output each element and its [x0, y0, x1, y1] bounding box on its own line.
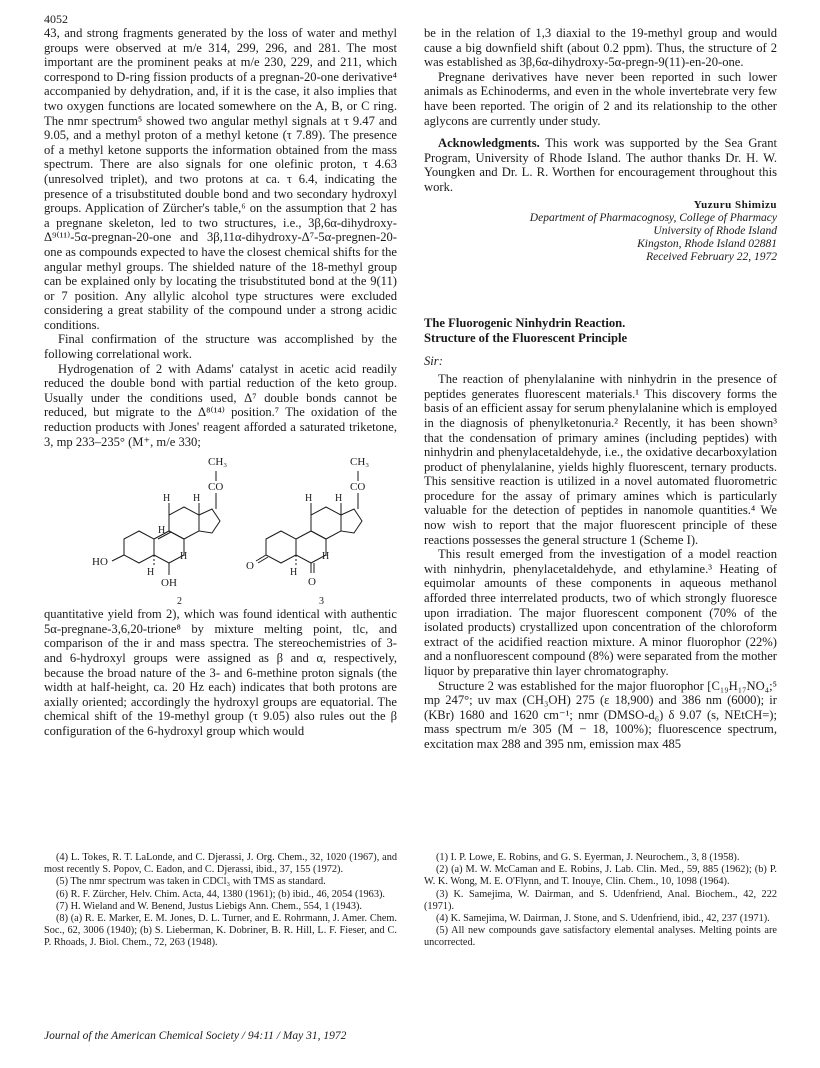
structure-3-number: 3	[319, 596, 324, 608]
steroid-structures-figure	[44, 453, 397, 608]
author-name: Yuzuru Shimizu	[693, 198, 777, 211]
right-paragraph-4: This result emerged from the investigation of a model reaction with ninhydrin, phenylacetaldehyde, and ethylamine.³ Heating of equimolar amounts of these components in aqueous methanol afforded three interrelated products, two of which strongly fluoresce upon irradiation. The major fluorescent component (70% of the isolated products) crystallized upon concentration of the chloroform extract of the acidified reaction mixture. A minor fluorophor (22%) and a nonfluorescent compound (8%) were separated from the mother liquor by preparative thin layer chromatography.	[424, 547, 777, 678]
footnote: (5) All new compounds gave satisfactory elemental analyses. Melting points are uncorrected.	[424, 925, 777, 949]
footnote: (6) R. F. Zürcher, Helv. Chim. Acta, 44, 1380 (1961); (b) ibid., 46, 2054 (1963).	[56, 888, 385, 900]
structure-2-h-label: H	[180, 551, 188, 563]
left-paragraph-2: Final confirmation of the structure was accomplished by the following correlational work.	[44, 332, 397, 362]
left-paragraph-1: 43, and strong fragments generated by the loss of water and methyl groups were observed at m/e 314, 299, 296, and 281. The most important are the prominent peaks at m/e 230, 229, and 211, which correspond to D-ring fission products of a pregnan-20-one derivative⁴ accompanied by dehydration, and, if it is the case, it also implies that two oxygen functions are located somewhere on the A, B, or C ring. The nmr spectrum⁵ showed two angular methyl signals at τ 9.47 and 9.05, and a methyl proton of a methyl ketone (τ 7.89). The presence of a methyl ketone supports the information obtained from the mass spectrum. There are also signals for one olefinic proton, τ 4.63 (unresolved triplet), and two protons at ca. τ 6.4, indicating the presence of a trisubstituted double bond and two secondary hydroxyl groups. Application of Zürcher's table,⁶ on the assumption that 2 has a pregnane skeleton, led to two structures, i.e., 3β,6α-dihydroxy-Δ⁹⁽¹¹⁾-5α-pregnan-20-one and 3β,11α-dihydroxy-Δ⁷-5α-pregnen-20-one as compounds expected to have the closest chemical shifts for the angular methyl groups. The shielded nature of the 18-methyl group can be explained only by locating the trisubstituted bond at the 9(11) or 7 position. Any allylic alcohol type structures were excluded considering a great stability of the compound under a strong acidic conditions.	[44, 26, 397, 332]
structure-2-h-label: H	[163, 493, 171, 505]
acknowledgments-body: This work was supported by the Sea Grant Program, University of Rhode Island. The author thanks Dr. H. W. Youngken and Dr. L. R. Worthen for encouragement throughout this work.	[424, 136, 777, 194]
structure-2-oh-label: OH	[161, 577, 177, 590]
footnote: (4) L. Tokes, R. T. LaLonde, and C. Djerassi, J. Org. Chem., 32, 1020 (1967), and most recently S. Popov, C. Eadon, and C. Djerassi, ibid., 37, 155 (1972).	[44, 852, 397, 876]
structure-2-number: 2	[177, 596, 182, 608]
structure-3-skeleton	[256, 471, 362, 573]
footnote: (3) K. Samejima, W. Dairman, and S. Udenfriend, Anal. Biochem., 42, 222 (1971).	[424, 888, 777, 912]
left-paragraph-4: quantitative yield from 2), which was found identical with authentic 5α-pregnane-3,6,20-trione⁸ by mixture melting point, tlc, and comparison of the ir and mass spectra. The stereochemistries of 3- and 6-hydroxyl groups were assigned as β and α, respectively, because the broad nature of the 3- and 6-methine proton signals (the width at half-height, ca. 20 Hz each) indicates that both protons are axially oriented; accordingly the hydroxyl groups are equatorial. The chemical shift of the 19-methyl group (τ 9.05) also rules out the β configuration of the 6-hydroxyl group which would	[44, 607, 397, 738]
footnote: (2) (a) M. W. McCaman and E. Robins, J. Lab. Clin. Med., 59, 885 (1962); (b) P. W. K. Wong, M. E. O'Flynn, and T. Inouye, Clin. Chem., 10, 1098 (1964).	[424, 864, 777, 888]
right-paragraph-2: Pregnane derivatives have never been reported in such lower animals as Echinoderms, and even in the whole invertebrate very few have been reported. The origin of 2 and its relationship to the other aglycons are currently under study.	[424, 69, 777, 128]
structure-3-h-label: H	[335, 493, 343, 505]
structure-2-ch3-label: CH₃	[208, 456, 228, 469]
acknowledgments	[424, 136, 777, 194]
footnote: (8) (a) R. E. Marker, E. M. Jones, D. L. Turner, and E. Rohrmann, J. Amer. Chem. Soc., 62, 3006 (1940); (b) S. Lieberman, K. Dobriner, B. R. Hill, L. F. Fieser, and C. P. Rhoads, J. Biol. Chem., 72, 263 (1948).	[44, 913, 397, 949]
left-column	[44, 26, 397, 739]
structure-3-h-label: H	[290, 567, 298, 579]
author-city: Kingston, Rhode Island 02881	[637, 237, 777, 250]
structure-2-ho-label: HO	[92, 556, 108, 569]
structure-2-skeleton	[112, 471, 220, 575]
footnote: (1) I. P. Lowe, E. Robins, and G. S. Eyerman, J. Neurochem., 3, 8 (1958).	[436, 852, 740, 863]
structure-2-co-label: CO	[208, 481, 224, 494]
structure-2-h-label: H	[147, 567, 155, 579]
footnotes-right	[424, 852, 777, 950]
received-date: Received February 22, 1972	[646, 250, 777, 263]
article-title-line-1: The Fluorogenic Ninhydrin Reaction.	[424, 315, 626, 330]
right-paragraph-5: Structure 2 was established for the major fluorophor [C₁₉H₁₇NO₄;⁵ mp 247°; uv max (CH₃OH) 275 (ε 18,900) and 386 nm (6000); ir (KBr) 1680 and 1620 cm⁻¹; nmr (DMSO-d₆) δ 9.07 (s, NEtCH=); mass spectrum m/e 305 (M − 18, 100%); fluorescence spectrum, excitation max 288 and 395 nm, emission max 485	[424, 678, 777, 751]
right-paragraph-1: be in the relation of 1,3 diaxial to the 19-methyl group and would cause a big downfield shift (about 0.2 ppm). Thus, the structure of 2 was established as 3β,6α-dihydroxy-5α-pregn-9(11)-en-20-one.	[424, 26, 777, 70]
left-paragraph-3: Hydrogenation of 2 with Adams' catalyst in acetic acid readily reduced the double bond with partial reduction of the keto group. Usually under the conditions used, Δ⁷ double bonds cannot be reduced, but migrate to the Δ⁸⁽¹⁴⁾ position.⁷ The oxidation of the reduction products with Jones' reagent afforded a saturated triketone, 3, mp 233–235° (M⁺, m/e 330;	[44, 361, 397, 449]
signature-block	[424, 199, 777, 264]
structure-2-h-label: H	[158, 525, 166, 537]
structure-3-o-label: O	[308, 576, 316, 589]
page-number: 4052	[44, 12, 68, 26]
right-column	[424, 26, 777, 752]
footnote: (7) H. Wieland and W. Benend, Justus Liebigs Ann. Chem., 554, 1 (1943).	[56, 900, 362, 912]
structure-3-o-label: O	[246, 560, 254, 573]
footnotes-left	[44, 852, 397, 950]
structure-3-ch3-label: CH₃	[350, 456, 370, 469]
structure-2-h-label: H	[193, 493, 201, 505]
steroid-structures-drawing	[44, 453, 397, 608]
article-title	[424, 316, 777, 346]
structure-3-co-label: CO	[350, 481, 366, 494]
structure-3-h-label: H	[322, 551, 330, 563]
right-paragraph-3: The reaction of phenylalanine with ninhydrin in the presence of peptides generates fluorescent materials.¹ This discovery forms the basis of an efficient assay for serum phenylalanine which is employed in the diagnosis of phenylketonuria.² Recently, it has been shown³ that the condensation of primary amines (including peptides) with ninhydrin and phenylacetaldehyde, i.e., the oxidative decarboxylation product of phenylalanine, yields highly fluorescent, ternary products. This sensitive reaction is utilized in a novel automated fluorometric procedure for the assay of primary amines which is particularly valuable for the detection of peptides in nanomole quantities.⁴ We now wish to report that the major fluorescent principle of these reactions possesses the general structure 1 (Scheme I).	[424, 372, 777, 547]
footnote: (5) The nmr spectrum was taken in CDCl₃ with TMS as standard.	[56, 876, 326, 888]
journal-footer: Journal of the American Chemical Society / 94:11 / May 31, 1972	[44, 1030, 347, 1042]
acknowledgments-heading: Acknowledgments.	[438, 136, 540, 151]
salutation: Sir:	[424, 353, 443, 368]
author-department: Department of Pharmacognosy, College of Pharmacy	[529, 211, 777, 224]
article-title-line-2: Structure of the Fluorescent Principle	[424, 330, 628, 345]
footnote: (4) K. Samejima, W. Dairman, J. Stone, and S. Udenfriend, ibid., 42, 237 (1971).	[436, 913, 770, 925]
structure-3-h-label: H	[305, 493, 313, 505]
author-university: University of Rhode Island	[653, 224, 777, 237]
